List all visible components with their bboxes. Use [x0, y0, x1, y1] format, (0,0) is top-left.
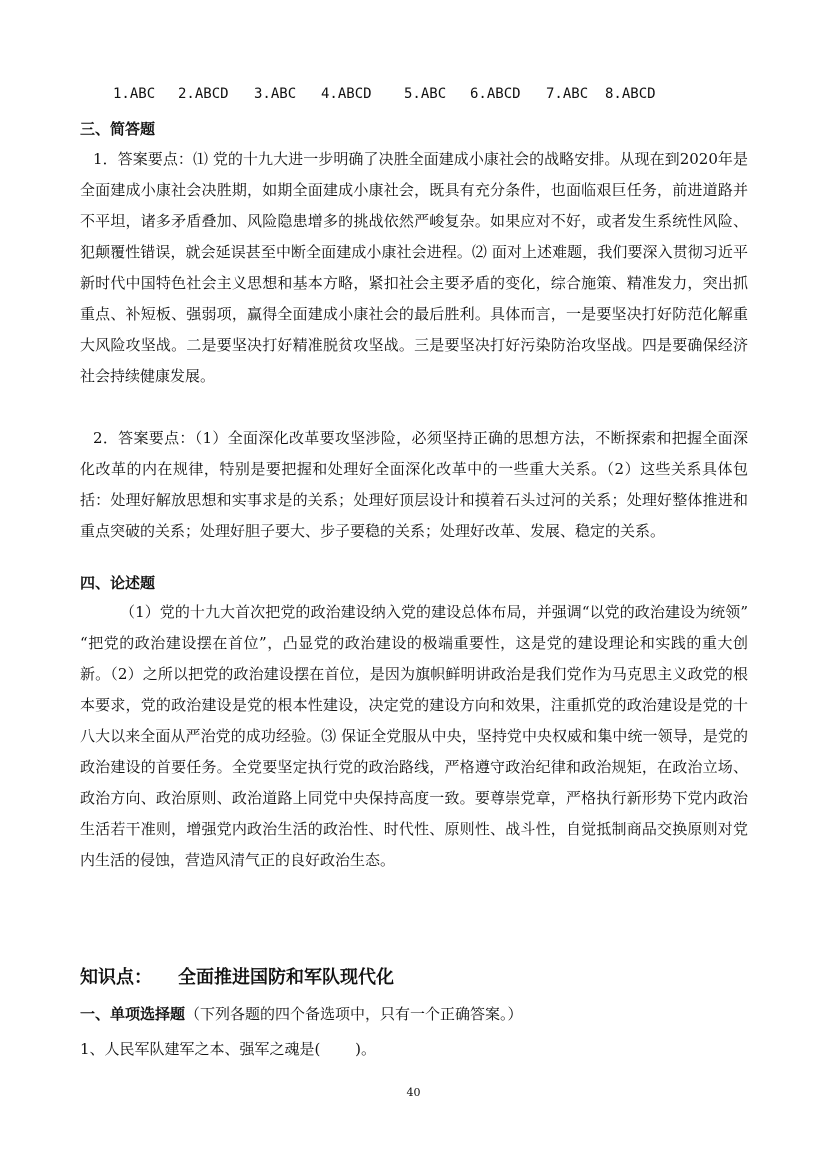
mc-answer: 2.ABCD [178, 86, 229, 102]
single-choice-instruction: （下列各题的四个备选项中，只有一个正确答案。） [185, 1005, 523, 1023]
mc-answer: 1.ABC [113, 86, 156, 102]
mc-answer: 5.ABC [404, 86, 447, 102]
mc-answer: 4.ABCD [321, 86, 372, 102]
short-answer-1: 1．答案要点：⑴ 党的十九大进一步明确了决胜全面建成小康社会的战略安排。从现在到2020年是全面建成小康社会决胜期，如期全面建成小康社会，既具有充分条件，也面临艰巨任务，前进道路并不平坦，诸多矛盾叠加、风险隐患增多的挑战依然严峻复杂。如果应对不好，或者发生系统性风险、犯颠覆性错误，就会延误甚至中断全面建成小康社会进程。⑵ 面对上述难题，我们要深入贯彻习近平新时代中国特色社会主义思想和基本方略，紧扣社会主要矛盾的变化，综合施策、精准发力，突出抓重点、补短板、强弱项，赢得全面建成小康社会的最后胜利。具体而言，一是要坚决打好防范化解重大风险攻坚战。二是要坚决打好精准脱贫攻坚战。三是要坚决打好污染防治攻坚战。四是要确保经济社会持续健康发展。 [80, 150, 748, 385]
mc-answer: 3.ABC [254, 86, 297, 102]
multiple-choice-answers [0, 82, 827, 110]
mc-answer: 6.ABCD [470, 86, 521, 102]
short-answer-2: 2．答案要点：（1）全面深化改革要攻坚涉险，必须坚持正确的思想方法，不断探索和把握全面深化改革的内在规律，特别是要把握和处理好全面深化改革中的一些重大关系。（2）这些关系具体包括：处理好解放思想和实事求是的关系；处理好顶层设计和摸着石头过河的关系；处理好整体推进和重点突破的关系；处理好胆子要大、步子要稳的关系；处理好改革、发展、稳定的关系。 [80, 429, 748, 540]
knowledge-point-topic: 全面推进国防和军队现代化 [178, 967, 394, 988]
essay-answer: （1）党的十九大首次把党的政治建设纳入党的建设总体布局，并强调“以党的政治建设为统领” “把党的政治建设摆在首位”，凸显党的政治建设的极端重要性，这是党的建设理论和实践的重大创新。（2）之所以把党的政治建设摆在首位，是因为旗帜鲜明讲政治是我们党作为马克思主义政党的根本要求，党的政治建设是党的根本性建设，决定党的建设方向和效果，注重抓党的政治建设是党的十八大以来全面从严治党的成功经验。⑶ 保证全党服从中央，坚持党中央权威和集中统一领导，是党的政治建设的首要任务。全党要坚定执行党的政治路线，严格遵守政治纪律和政治规矩，在政治立场、政治方向、政治原则、政治道路上同党中央保持高度一致。要尊崇党章，严格执行新形势下党内政治生活若干准则，增强党内政治生活的政治性、时代性、原则性、战斗性，自觉抵制商品交换原则对党内生活的侵蚀，营造风清气正的良好政治生态。 [80, 603, 748, 869]
mc-answer: 8.ABCD [605, 86, 656, 102]
knowledge-point-title [80, 963, 394, 989]
single-choice-heading: 一、单项选择题 [80, 1005, 186, 1023]
single-choice-section [80, 1003, 523, 1024]
question-1: 1、人民军队建军之本、强军之魂是( )。 [80, 1040, 377, 1058]
page-number: 40 [406, 1086, 421, 1099]
short-answer-heading: 三、简答题 [80, 120, 156, 138]
essay-heading: 四、论述题 [80, 574, 156, 592]
mc-answer: 7.ABC [546, 86, 589, 102]
knowledge-point-label: 知识点： [80, 967, 152, 988]
